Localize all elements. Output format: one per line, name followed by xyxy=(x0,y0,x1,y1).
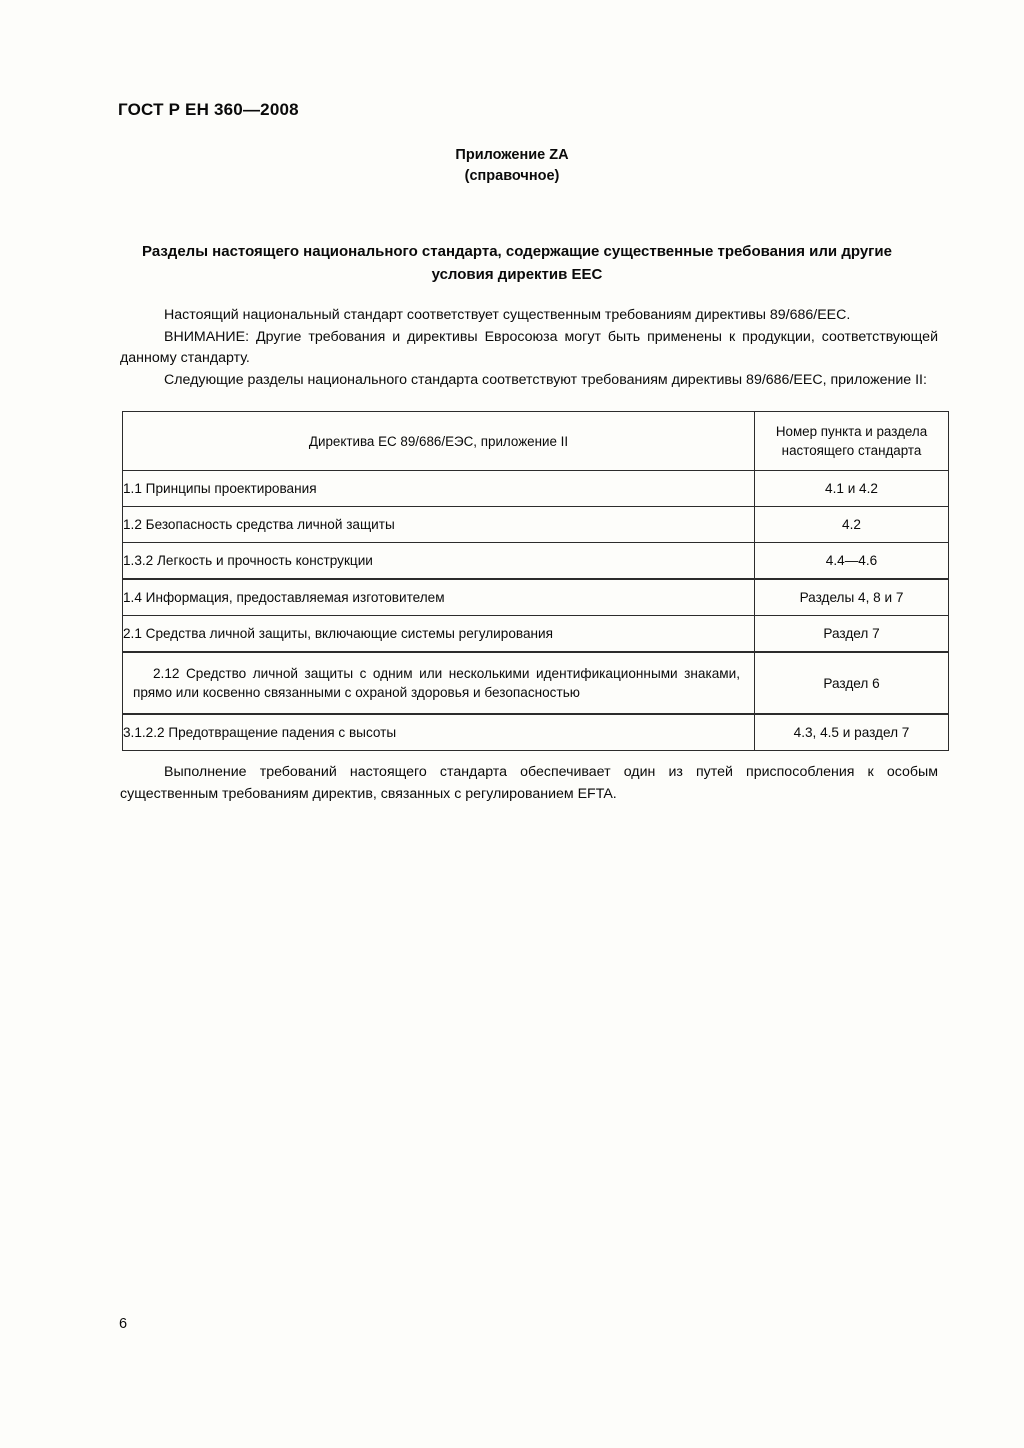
annex-caption xyxy=(0,145,1024,187)
annex-subtitle: (справочное) xyxy=(464,168,560,184)
page-title-line-1: Разделы настоящего национального стандарта, содержащие существенные требования или xyxy=(142,243,838,260)
table-cell-clause: Раздел 6 xyxy=(755,652,949,714)
table-header-directive: Директива ЕС 89/686/ЕЭС, приложение II xyxy=(123,412,755,471)
table-header-row xyxy=(123,412,949,471)
page-title xyxy=(122,240,912,286)
table-cell-requirement: 2.12 Средство личной защиты с одним или несколькими идентификационными знаками, прямо или косвенно связанными с охраной здоровья и безопасностью xyxy=(123,652,755,714)
table-cell-clause: Раздел 7 xyxy=(755,616,949,653)
table-cell-requirement: 1.2 Безопасность средства личной защиты xyxy=(123,507,755,543)
table-cell-requirement: 1.1 Принципы проектирования xyxy=(123,471,755,507)
table-row xyxy=(123,471,949,507)
intro-paragraph-1: Настоящий национальный стандарт соответствует существенным требованиям директивы 89/686/EEC. xyxy=(164,307,851,323)
table-cell-clause: Разделы 4, 8 и 7 xyxy=(755,579,949,616)
requirements-table-body xyxy=(123,471,949,751)
table-row xyxy=(123,714,949,751)
running-head: ГОСТ Р ЕН 360—2008 xyxy=(118,100,299,119)
closing-paragraphs xyxy=(120,762,938,805)
table-cell-clause: 4.4—4.6 xyxy=(755,543,949,580)
intro-paragraphs xyxy=(120,305,938,391)
page-number: 6 xyxy=(119,1316,128,1332)
requirements-table-container xyxy=(122,411,948,751)
table-row xyxy=(123,652,949,714)
annex-title: Приложение ZA xyxy=(455,147,569,163)
table-row xyxy=(123,543,949,580)
table-cell-requirement: 2.1 Средства личной защиты, включающие системы регулирования xyxy=(123,616,755,653)
intro-paragraph-3: Следующие разделы национального стандарта соответствуют требованиям директивы 89/686/EEC, приложение II: xyxy=(164,371,927,388)
intro-paragraph-2: ВНИМАНИЕ: Другие требования и директивы Евросоюза могут быть применены к продукции, соответствующей данному стандарту. xyxy=(120,328,938,366)
table-row xyxy=(123,579,949,616)
closing-paragraph-1: Выполнение требований настоящего стандарта обеспечивает один из путей приспособления к особым существенным требованиям директив, связанных с регулированием EFTA. xyxy=(120,764,938,802)
table-cell-requirement: 1.3.2 Легкость и прочность конструкции xyxy=(123,543,755,580)
page-title-line-2: другие условия директив EEC xyxy=(431,243,892,283)
table-cell-clause: 4.2 xyxy=(755,507,949,543)
table-cell-clause: 4.1 и 4.2 xyxy=(755,471,949,507)
table-header-clause: Номер пункта и раздела настоящего стандарта xyxy=(755,412,949,471)
table-cell-clause: 4.3, 4.5 и раздел 7 xyxy=(755,714,949,751)
table-row xyxy=(123,507,949,543)
table-cell-requirement: 3.1.2.2 Предотвращение падения с высоты xyxy=(123,714,755,751)
table-cell-requirement: 1.4 Информация, предоставляемая изготовителем xyxy=(123,579,755,616)
requirements-table xyxy=(122,411,949,751)
table-row xyxy=(123,616,949,653)
